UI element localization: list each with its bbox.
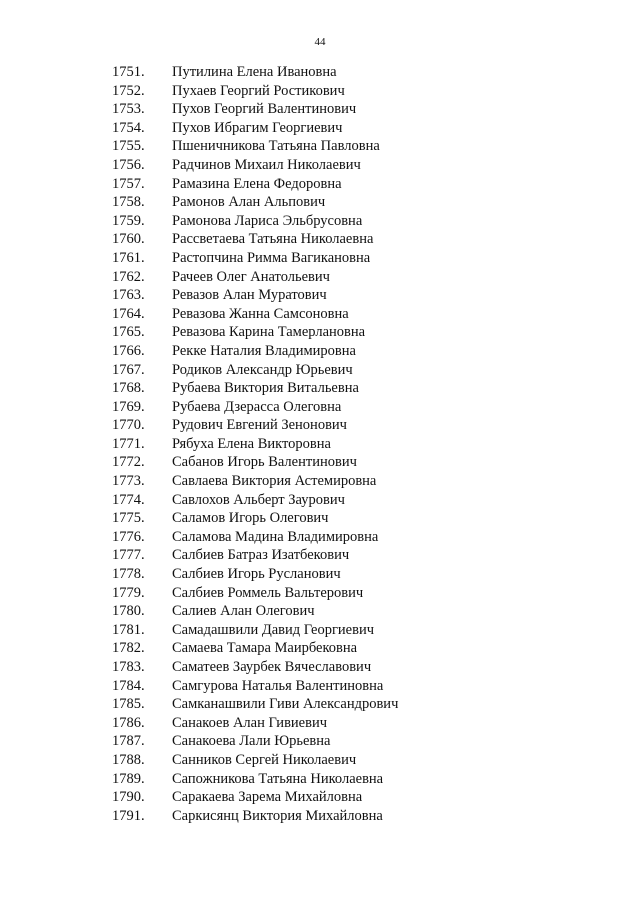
entry-number: 1759. — [112, 212, 145, 229]
entry-number: 1758. — [112, 194, 145, 211]
entry-number: 1784. — [112, 677, 145, 694]
list-item — [0, 212, 640, 231]
entry-number: 1755. — [112, 138, 145, 155]
list-item — [0, 677, 640, 696]
list-item — [0, 770, 640, 789]
list-item — [0, 751, 640, 770]
entry-name: Рачеев Олег Анатольевич — [172, 268, 330, 285]
entry-number: 1761. — [112, 249, 145, 266]
list-item — [0, 509, 640, 528]
entry-name: Санников Сергей Николаевич — [172, 751, 357, 768]
entry-name: Ревазова Карина Тамерлановна — [172, 324, 366, 341]
entry-name: Пухов Ибрагим Георгиевич — [172, 119, 343, 136]
list-item — [0, 156, 640, 175]
entry-name: Самгурова Наталья Валентиновна — [172, 677, 384, 694]
list-item — [0, 82, 640, 101]
list-item — [0, 695, 640, 714]
entry-number: 1756. — [112, 156, 145, 173]
entry-name: Путилина Елена Ивановна — [172, 64, 337, 80]
entry-number: 1779. — [112, 584, 145, 601]
entry-name: Салбиев Роммель Вальтерович — [172, 584, 364, 601]
entry-name: Салбиев Игорь Русланович — [172, 566, 341, 583]
entry-name: Рубаева Виктория Витальевна — [172, 380, 359, 397]
list-item — [0, 63, 640, 82]
list-item — [0, 453, 640, 472]
entry-name: Сабанов Игорь Валентинович — [172, 454, 357, 471]
entry-number: 1782. — [112, 640, 145, 657]
list-item — [0, 268, 640, 287]
entry-name: Савлаева Виктория Астемировна — [172, 473, 377, 490]
list-item — [0, 305, 640, 324]
entry-name: Санакоев Алан Гивиевич — [172, 714, 328, 731]
entry-name: Ревазов Алан Муратович — [172, 287, 327, 304]
entry-number: 1763. — [112, 287, 145, 304]
list-item — [0, 602, 640, 621]
page-number: 44 — [314, 36, 326, 48]
list-item — [0, 546, 640, 565]
list-item — [0, 639, 640, 658]
entry-number: 1777. — [112, 547, 145, 564]
entry-number: 1789. — [112, 770, 145, 787]
entry-name: Рассветаева Татьяна Николаевна — [172, 231, 374, 248]
entry-number: 1773. — [112, 473, 145, 490]
list-item — [0, 379, 640, 398]
entry-number: 1751. — [112, 64, 145, 80]
entry-name: Савлохов Альберт Заурович — [172, 491, 345, 508]
list-item — [0, 565, 640, 584]
list-item — [0, 621, 640, 640]
list-item — [0, 435, 640, 454]
entry-name: Саракаева Зарема Михайловна — [172, 789, 363, 806]
list-item — [0, 584, 640, 603]
entry-number: 1776. — [112, 528, 145, 545]
list-item — [0, 658, 640, 677]
entry-name: Радчинов Михаил Николаевич — [172, 156, 361, 173]
entry-number: 1778. — [112, 566, 145, 583]
entry-name: Рубаева Дзерасса Олеговна — [172, 398, 342, 415]
entry-name: Пшеничникова Татьяна Павловна — [172, 138, 380, 155]
entry-name: Саламова Мадина Владимировна — [172, 528, 379, 545]
list-item — [0, 807, 640, 826]
entry-number: 1774. — [112, 491, 145, 508]
list-item — [0, 342, 640, 361]
list-item — [0, 528, 640, 547]
entry-name: Саламов Игорь Олегович — [172, 510, 329, 527]
entry-number: 1752. — [112, 82, 145, 99]
entry-name: Рамонов Алан Альпович — [172, 194, 326, 211]
entry-number: 1754. — [112, 119, 145, 136]
list-item — [0, 230, 640, 249]
entry-name: Саркисянц Виктория Михайловна — [172, 807, 383, 824]
entry-number: 1760. — [112, 231, 145, 248]
entry-name: Рамонова Лариса Эльбрусовна — [172, 212, 363, 229]
entry-number: 1790. — [112, 789, 145, 806]
entry-name: Рамазина Елена Федоровна — [172, 175, 342, 192]
entry-number: 1786. — [112, 714, 145, 731]
entry-name: Растопчина Римма Вагикановна — [172, 249, 371, 266]
entry-name: Пухов Георгий Валентинович — [172, 101, 357, 118]
entry-name: Рекке Наталия Владимировна — [172, 342, 356, 359]
entry-number: 1771. — [112, 435, 145, 452]
list-item — [0, 416, 640, 435]
entry-name: Пухаев Георгий Ростикович — [172, 82, 345, 99]
entry-name: Санакоева Лали Юрьевна — [172, 733, 331, 750]
entry-name: Салбиев Батраз Изатбекович — [172, 547, 350, 564]
entry-name: Родиков Александр Юрьевич — [172, 361, 353, 378]
entry-number: 1766. — [112, 342, 145, 359]
list-item — [0, 323, 640, 342]
list-item — [0, 361, 640, 380]
entry-number: 1762. — [112, 268, 145, 285]
list-item — [0, 286, 640, 305]
entry-number: 1788. — [112, 751, 145, 768]
list-item — [0, 714, 640, 733]
list-item — [0, 398, 640, 417]
entry-number: 1769. — [112, 398, 145, 415]
entry-number: 1780. — [112, 603, 145, 620]
list-item — [0, 788, 640, 807]
entry-number: 1775. — [112, 510, 145, 527]
list-item — [0, 249, 640, 268]
entry-number: 1767. — [112, 361, 145, 378]
entry-number: 1757. — [112, 175, 145, 192]
entry-name: Рябуха Елена Викторовна — [172, 435, 331, 452]
entry-name: Самадашвили Давид Георгиевич — [172, 621, 375, 638]
entry-number: 1764. — [112, 305, 145, 322]
entry-name: Самаева Тамара Маирбековна — [172, 640, 358, 657]
entry-number: 1768. — [112, 380, 145, 397]
entry-number: 1772. — [112, 454, 145, 471]
name-list — [0, 63, 640, 825]
list-item — [0, 175, 640, 194]
entry-name: Ревазова Жанна Самсоновна — [172, 305, 349, 322]
list-item — [0, 137, 640, 156]
entry-number: 1770. — [112, 417, 145, 434]
list-item — [0, 732, 640, 751]
entry-number: 1765. — [112, 324, 145, 341]
list-item — [0, 193, 640, 212]
entry-number: 1791. — [112, 807, 145, 824]
entry-name: Сапожникова Татьяна Николаевна — [172, 770, 384, 787]
entry-number: 1753. — [112, 101, 145, 118]
entry-name: Салиев Алан Олегович — [172, 603, 315, 620]
list-item — [0, 491, 640, 510]
entry-number: 1781. — [112, 621, 145, 638]
list-item — [0, 472, 640, 491]
entry-name: Рудович Евгений Зенонович — [172, 417, 347, 434]
entry-name: Самканашвили Гиви Александрович — [172, 696, 399, 713]
list-item — [0, 100, 640, 119]
entry-number: 1783. — [112, 659, 145, 675]
entry-name: Саматеев Заурбек Вячеславович — [172, 659, 372, 675]
list-item — [0, 119, 640, 138]
entry-number: 1785. — [112, 696, 145, 713]
entry-number: 1787. — [112, 733, 145, 750]
